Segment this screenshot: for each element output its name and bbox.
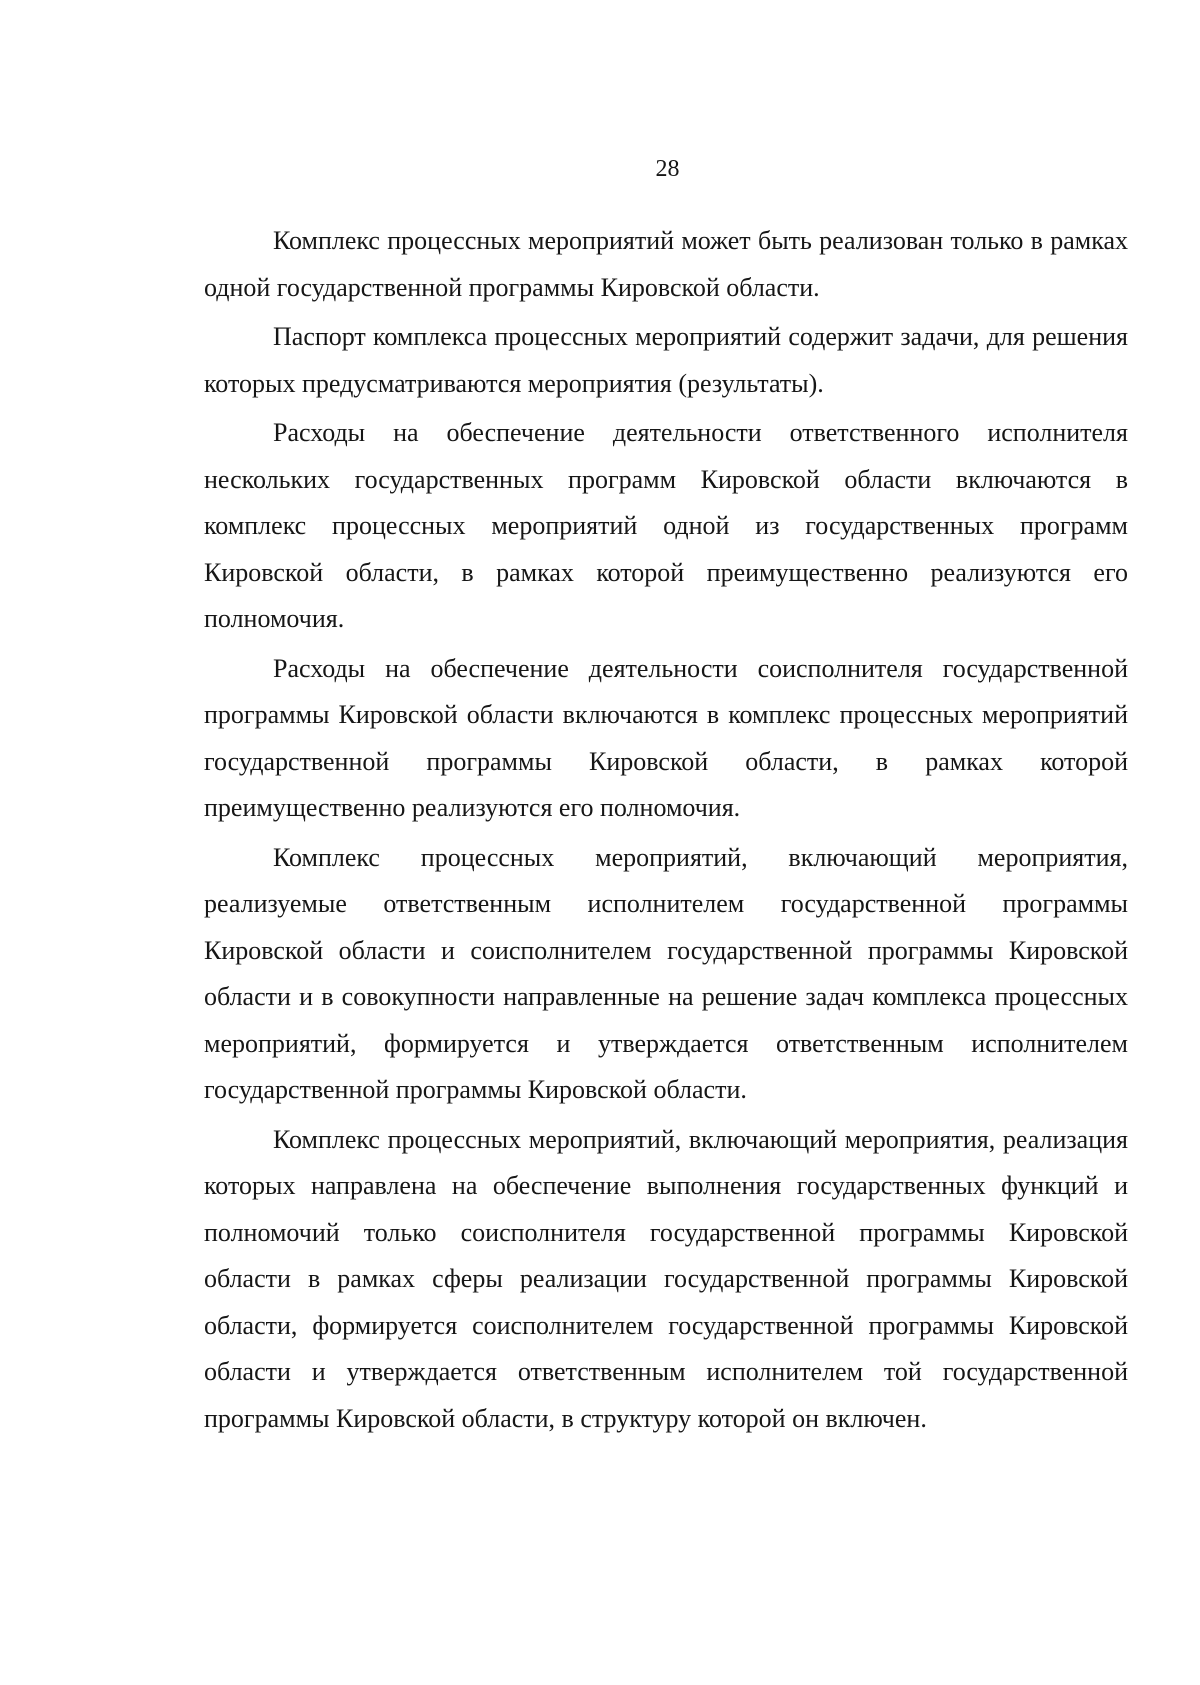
- paragraph-6: Комплекс процессных мероприятий, включающий мероприятия, реализация которых направлена на обеспечение выполнения государственных функций и полномочий только соисполнителя государственной программы Кировской области в рамках сферы реализации государственной программы Кировской области, формируется соисполнителем государственной программы Кировской области и утверждается ответственным исполнителем той государственной программы Кировской области, в структуру которой он включен.: [204, 1124, 1128, 1433]
- paragraph-5: Комплекс процессных мероприятий, включающий мероприятия, реализуемые ответственным исполнителем государственной программы Кировской области и соисполнителем государственной программы Кировской области и в совокупности направленные на решение задач комплекса процессных мероприятий, формируется и утверждается ответственным исполнителем государственной программы Кировской области.: [204, 842, 1128, 1104]
- page-number: 28: [655, 156, 680, 182]
- paragraph-1: Комплекс процессных мероприятий может быть реализован только в рамках одной государственной программы Кировской области.: [204, 226, 1128, 302]
- paragraph-3: Расходы на обеспечение деятельности ответственного исполнителя нескольких государственных программ Кировской области включаются в комплекс процессных мероприятий одной из государственных программ Кировской области, в рамках которой преимущественно реализуются его полномочия.: [204, 418, 1128, 633]
- paragraph-2: Паспорт комплекса процессных мероприятий содержит задачи, для решения которых предусматриваются мероприятия (результаты).: [204, 322, 1128, 398]
- document-body: [204, 218, 1128, 1442]
- paragraph-4: Расходы на обеспечение деятельности соисполнителя государственной программы Кировской области включаются в комплекс процессных мероприятий государственной программы Кировской области, в рамках которой преимущественно реализуются его полномочия.: [204, 653, 1128, 822]
